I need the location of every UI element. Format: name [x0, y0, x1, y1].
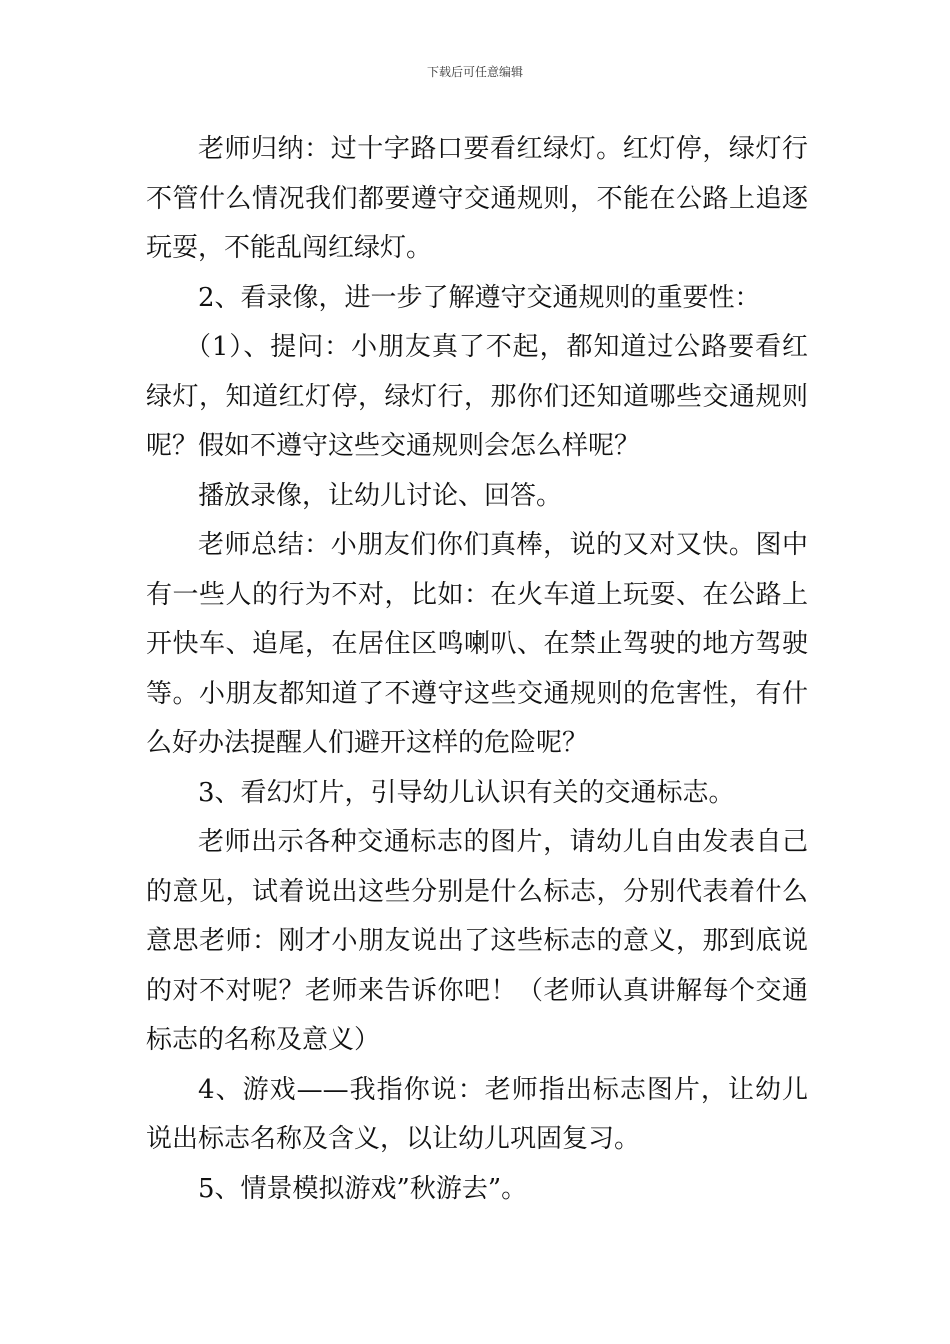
paragraph-teacher-summary-red-green-light: 老师归纳：过十字路口要看红绿灯。红灯停，绿灯行不管什么情况我们都要遵守交通规则，不能在公路上追逐玩耍，不能乱闯红绿灯。 [146, 134, 808, 263]
paragraph-play-video: 播放录像，让幼儿讨论、回答。 [198, 480, 563, 511]
paragraph-step-4-game: 4、游戏——我指你说：老师指出标志图片，让幼儿说出标志名称及含义，以让幼儿巩固复习。 [146, 1074, 808, 1154]
paragraph-step-2-watch-video: 2、看录像，进一步了解遵守交通规则的重要性： [198, 282, 761, 313]
paragraph-step-2-question: （1）、提问：小朋友真了不起，都知道过公路要看红绿灯，知道红灯停，绿灯行，那你们还知道哪些交通规则呢？假如不遵守这些交通规则会怎么样呢？ [146, 332, 808, 461]
paragraph-step-5-scenario-game: 5、情景模拟游戏”秋游去”。 [198, 1173, 528, 1204]
document-body [146, 125, 808, 1214]
page-header-note: 下载后可任意编辑 [426, 65, 523, 79]
paragraph-traffic-signs-explanation: 老师出示各种交通标志的图片，请幼儿自由发表自己的意见，试着说出这些分别是什么标志，分别代表着什么意思老师：刚才小朋友说出了这些标志的意义，那到底说的对不对呢？老师来告诉你吧！（老师认真讲解每个交通标志的名称及意义） [146, 827, 808, 1055]
paragraph-teacher-conclusion: 老师总结：小朋友们你们真棒，说的又对又快。图中有一些人的行为不对，比如：在火车道上玩耍、在公路上开快车、追尾，在居住区鸣喇叭、在禁止驾驶的地方驾驶等。小朋友都知道了不遵守这些交通规则的危害性，有什么好办法提醒人们避开这样的危险呢？ [146, 530, 808, 758]
paragraph-step-3-slides: 3、看幻灯片，引导幼儿认识有关的交通标志。 [198, 777, 735, 808]
